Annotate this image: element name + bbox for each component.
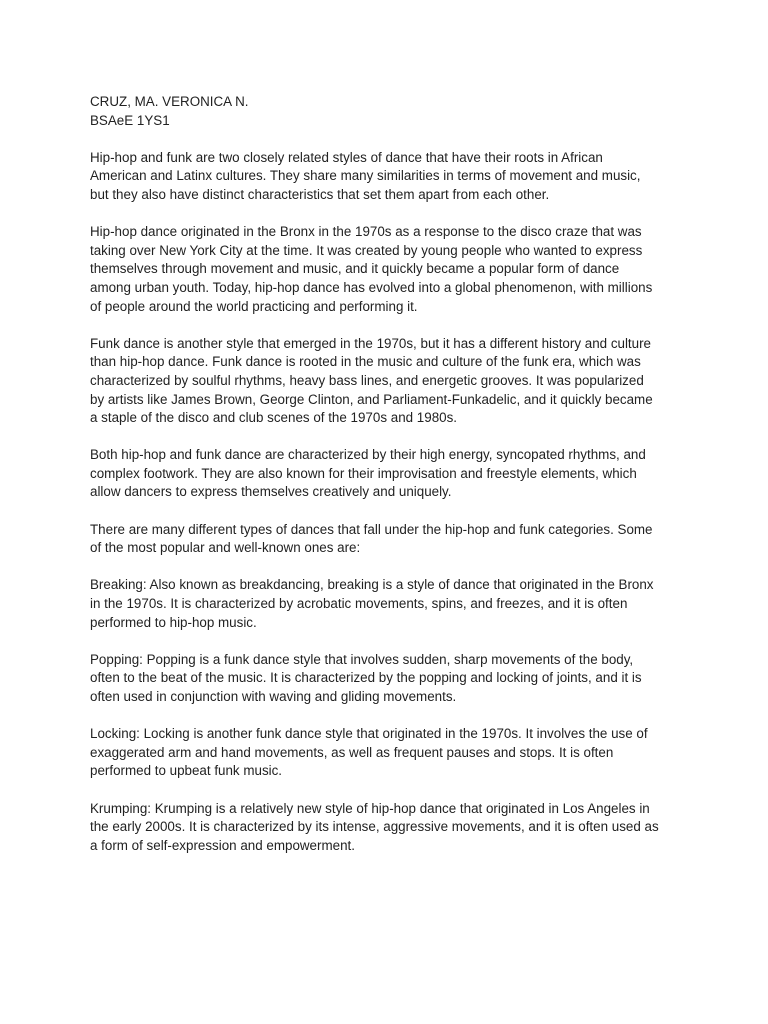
paragraph-line: themselves through movement and music, and it quickly became a popular form of dance [90, 261, 620, 277]
paragraph-line: of people around the world practicing and performing it. [90, 298, 418, 314]
paragraph [90, 725, 690, 781]
paragraph [90, 651, 690, 707]
document-header [90, 93, 690, 130]
paragraph [90, 335, 690, 428]
paragraph [90, 800, 690, 856]
paragraph-line: a form of self-expression and empowerment. [90, 837, 355, 853]
paragraph-line: Breaking: Also known as breakdancing, breaking is a style of dance that originated in the Bronx [90, 577, 654, 593]
paragraph [90, 223, 690, 316]
paragraph-line: Funk dance is another style that emerged in the 1970s, but it has a different history and culture [90, 335, 652, 351]
paragraph-line: Hip-hop and funk are two closely related styles of dance that have their roots in African [90, 149, 603, 165]
paragraph-line: in the 1970s. It is characterized by acrobatic movements, spins, and freezes, and it is often [90, 596, 628, 612]
paragraph-line: of the most popular and well-known ones are: [90, 540, 361, 556]
paragraph-line: but they also have distinct characteristics that set them apart from each other. [90, 186, 550, 202]
paragraph-line: often used in conjunction with waving and gliding movements. [90, 689, 457, 704]
paragraph [90, 149, 690, 205]
paragraph-line: Locking: Locking is another funk dance style that originated in the 1970s. It involves the use of [90, 726, 648, 742]
paragraph [90, 446, 690, 502]
paragraph [90, 576, 690, 632]
paragraph-line: taking over New York City at the time. It was created by young people who wanted to express [90, 242, 643, 258]
paragraph-line: Both hip-hop and funk dance are characterized by their high energy, syncopated rhythms, and [90, 447, 646, 463]
paragraph-line: the early 2000s. It is characterized by its intense, aggressive movements, and it is often used as [90, 819, 659, 835]
student-name: CRUZ, MA. VERONICA N. [90, 94, 249, 109]
paragraph-line: often to the beat of the music. It is characterized by the popping and locking of joints, and it is [90, 670, 642, 686]
paragraph-line: performed to upbeat funk music. [90, 763, 283, 779]
document-body [90, 149, 690, 856]
student-section: BSAeE 1YS1 [90, 112, 170, 128]
paragraph-line: complex footwork. They are also known for their improvisation and freestyle elements, which [90, 465, 637, 481]
paragraph-line: among urban youth. Today, hip-hop dance has evolved into a global phenomenon, with millions [90, 279, 653, 295]
paragraph-line: American and Latinx cultures. They share many similarities in terms of movement and music, [90, 168, 641, 184]
paragraph-line: a staple of the disco and club scenes of the 1970s and 1980s. [90, 410, 458, 426]
paragraph-line: Hip-hop dance originated in the Bronx in the 1970s as a response to the disco craze that was [90, 224, 642, 240]
paragraph [90, 521, 690, 558]
paragraph-line: Krumping: Krumping is a relatively new style of hip-hop dance that originated in Los Angeles in [90, 800, 650, 816]
document-page [90, 93, 690, 874]
paragraph-line: performed to hip-hop music. [90, 614, 257, 630]
paragraph-line: exaggerated arm and hand movements, as well as frequent pauses and stops. It is often [90, 744, 614, 760]
paragraph-line: There are many different types of dances that fall under the hip-hop and funk categories. Some [90, 521, 653, 537]
paragraph-line: allow dancers to express themselves creatively and uniquely. [90, 484, 452, 500]
paragraph-line: by artists like James Brown, George Clinton, and Parliament-Funkadelic, and it quickly became [90, 391, 653, 407]
paragraph-line: than hip-hop dance. Funk dance is rooted in the music and culture of the funk era, which was [90, 354, 641, 370]
paragraph-line: characterized by soulful rhythms, heavy bass lines, and energetic grooves. It was popularized [90, 372, 644, 388]
paragraph-line: Popping: Popping is a funk dance style that involves sudden, sharp movements of the body, [90, 651, 634, 667]
